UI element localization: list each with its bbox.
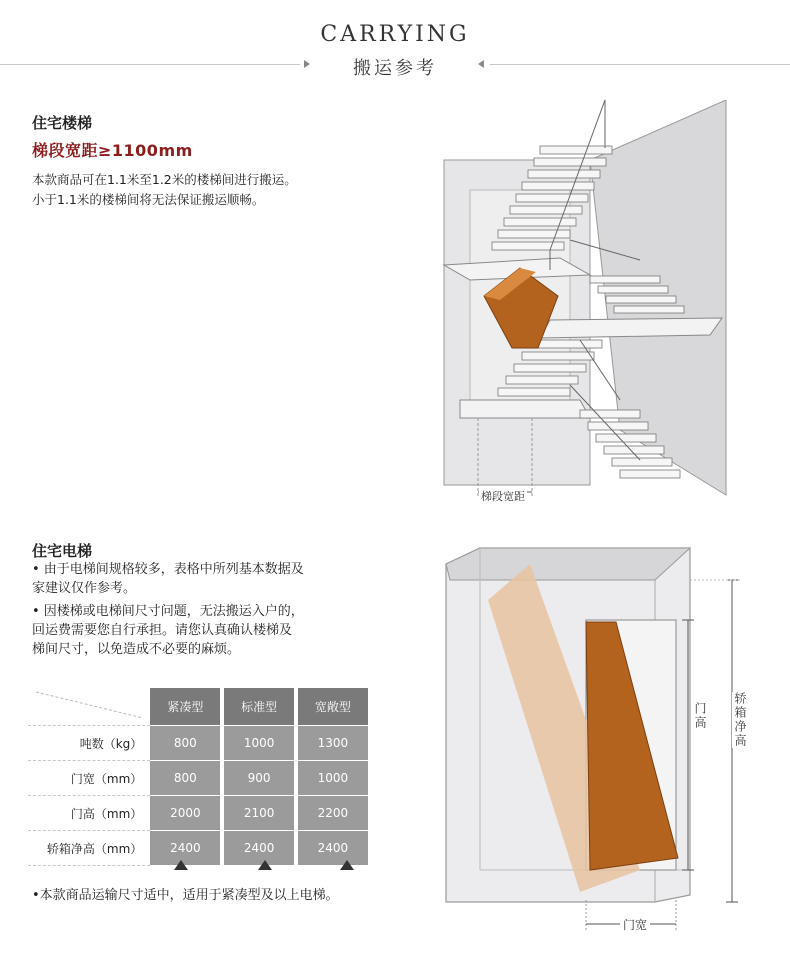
- triangle-up-icon: [174, 860, 188, 870]
- table-row: [28, 761, 368, 796]
- table-cell: 800: [150, 761, 220, 796]
- footnote: •本款商品运输尺寸适中，适用于紧凑型及以上电梯。: [32, 888, 339, 903]
- arrow-left-icon: [478, 60, 484, 68]
- triangle-up-icon: [258, 860, 272, 870]
- door-width-label: 门宽: [620, 916, 650, 933]
- stairs-line-1: 本款商品可在1.1米至1.2米的楼梯间进行搬运。: [32, 172, 297, 187]
- diagonal-divider-icon: [32, 688, 147, 722]
- elevator-bullet-2-line-2: 回运费需要您自行承担。请您认真确认楼梯及: [32, 623, 293, 638]
- stairs-requirement: 梯段宽距≥1100mm: [32, 141, 193, 160]
- table-row: [28, 831, 368, 866]
- elevator-bullet-1-line-1: • 由于电梯间规格较多，表格中所列基本数据及: [32, 562, 304, 577]
- table-cell: 800: [150, 726, 220, 761]
- column-header-standard: 标准型: [224, 688, 294, 726]
- stairs-heading: 住宅楼梯: [32, 114, 93, 132]
- table-cell: 1000: [298, 761, 368, 796]
- triangle-up-icon: [340, 860, 354, 870]
- elevator-illustration: [440, 540, 760, 940]
- door-height-label: 门高: [693, 702, 707, 730]
- table-cell: 900: [224, 761, 294, 796]
- row-label: 门宽（mm）: [28, 761, 150, 796]
- table-cell: 2000: [150, 796, 220, 831]
- stairs-line-2: 小于1.1米的楼梯间将无法保证搬运顺畅。: [32, 192, 265, 207]
- column-header-spacious: 宽敞型: [298, 688, 368, 726]
- table-cell: 2400: [224, 831, 294, 866]
- column-header-compact: 紧凑型: [150, 688, 220, 726]
- header-rule-right: [490, 64, 790, 65]
- elevator-bullet-2-line-1: • 因楼梯或电梯间尺寸问题，无法搬运入户的，: [32, 604, 304, 619]
- staircase-illustration: [440, 100, 730, 510]
- row-label: 轿箱净高（mm）: [28, 831, 150, 866]
- table-corner-cell: [28, 688, 150, 726]
- elevator-spec-table: [28, 688, 368, 866]
- table-cell: 2100: [224, 796, 294, 831]
- table-cell: 1000: [224, 726, 294, 761]
- elevator-heading: 住宅电梯: [32, 542, 93, 560]
- title-chinese: 搬运参考: [353, 58, 437, 79]
- elevator-bullet-2-line-3: 梯间尺寸，以免造成不必要的麻烦。: [32, 642, 241, 657]
- table-cell: 2200: [298, 796, 368, 831]
- car-height-label: 轿箱净高: [733, 692, 747, 748]
- row-label: 吨数（kg）: [28, 726, 150, 761]
- table-cell: 2400: [298, 831, 368, 866]
- elevator-bullet-1-line-2: 家建议仅作参考。: [32, 581, 137, 596]
- table-row: [28, 796, 368, 831]
- table-row: [28, 726, 368, 761]
- stair-width-label: 梯段宽距: [481, 490, 525, 503]
- table-cell: 2400: [150, 831, 220, 866]
- title-english: CARRYING: [320, 22, 470, 47]
- table-cell: 1300: [298, 726, 368, 761]
- table-header-row: [28, 688, 368, 726]
- row-label: 门高（mm）: [28, 796, 150, 831]
